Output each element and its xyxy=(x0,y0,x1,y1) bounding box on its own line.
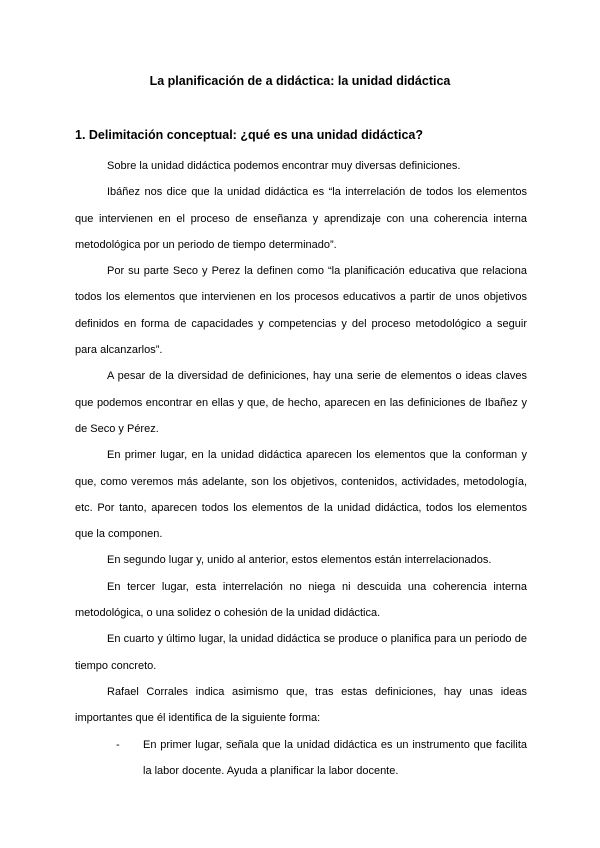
paragraph-7: En tercer lugar, esta interrelación no niega ni descuida una coherencia interna metodológica, o una solidez o cohesión de la unidad didáctica. xyxy=(75,580,527,620)
section-heading: 1. Delimitación conceptual: ¿qué es una unidad didáctica? xyxy=(75,128,423,142)
bullet-marker: - xyxy=(116,738,120,751)
paragraph-3: Por su parte Seco y Perez la definen como “la planificación educativa que relaciona todos los elementos que intervienen en los procesos educativos a partir de unos objetivos definidos en forma de capacidades y competencias y del proceso metodológico a seguir para alcanzarlos”. xyxy=(75,265,527,357)
paragraph-6: En segundo lugar y, unido al anterior, estos elementos están interrelacionados. xyxy=(107,554,492,567)
bullet-text: En primer lugar, señala que la unidad didáctica es un instrumento que facilita la labor docente. Ayuda a planificar la labor docente. xyxy=(143,738,527,777)
paragraph-2: Ibáñez nos dice que la unidad didáctica es “la interrelación de todos los elementos que intervienen en el proceso de enseñanza y aprendizaje con una coherencia interna metodológica por un periodo de tiempo determinado”. xyxy=(75,186,527,251)
bullet-item xyxy=(75,732,527,785)
document-title: La planificación de a didáctica: la unidad didáctica xyxy=(149,74,451,88)
paragraph-9: Rafael Corrales indica asimismo que, tras estas definiciones, hay unas ideas importantes que él identifica de la siguiente forma: xyxy=(75,685,527,725)
paragraph-1: Sobre la unidad didáctica podemos encontrar muy diversas definiciones. xyxy=(107,160,461,172)
paragraph-5: En primer lugar, en la unidad didáctica aparecen los elementos que la conforman y que, como veremos más adelante, son los objetivos, contenidos, actividades, metodología, etc. Por tanto, aparecen todos los elementos de la unidad didáctica, todos los elementos que la componen. xyxy=(75,449,527,541)
document-body xyxy=(75,153,527,784)
paragraph-8: En cuarto y último lugar, la unidad didáctica se produce o planifica para un periodo de tiempo concreto. xyxy=(75,633,527,672)
paragraph-4: A pesar de la diversidad de definiciones, hay una serie de elementos o ideas claves que podemos encontrar en ellas y que, de hecho, aparecen en las definiciones de Ibañez y de Seco y Pérez. xyxy=(75,370,527,435)
